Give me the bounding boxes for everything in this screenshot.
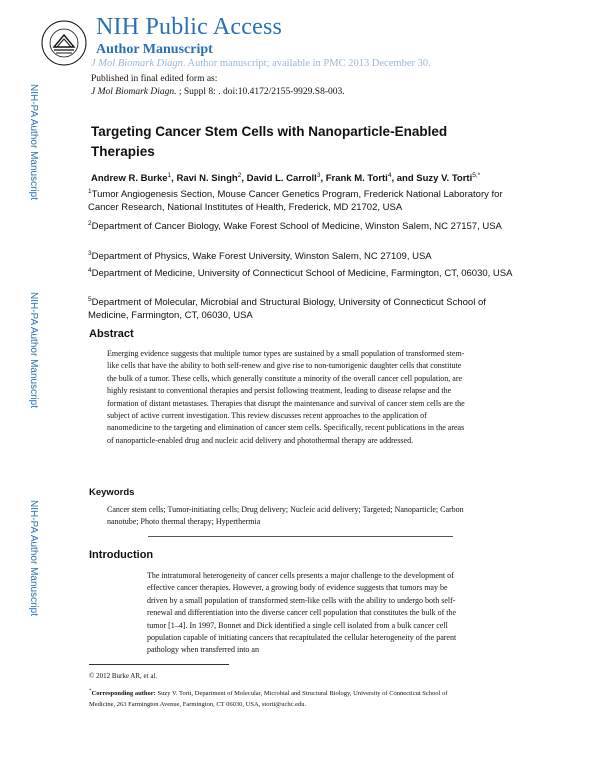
affiliation-text: Department of Cancer Biology, Wake Forest School of Medicine, Winston Salem, NC 27157, USA bbox=[91, 221, 502, 233]
affiliation-text: Department of Physics, Wake Forest University, Winston Salem, NC 27109, USA bbox=[91, 251, 432, 263]
abstract-heading: Abstract bbox=[89, 328, 134, 340]
authors-line: Andrew R. Burke$^1$, Ravi N. Singh$^2$, David L. Carroll$^3$, Frank M. Torti$^4$, and Suzy V. Torti$^{5,*}$ bbox=[91, 172, 481, 185]
keywords-text: Cancer stem cells; Tumor-initiating cells; Drug delivery; Nucleic acid delivery; Targeted; Nanoparticle; Carbon nanotube; Photo thermal therapy; Hyperthermia bbox=[107, 505, 464, 527]
affiliation-text: Tumor Angiogenesis Section, Mouse Cancer Genetics Program, Frederick National Laboratory for Cancer Research, National Institutes of Health, Frederick, MD 21702, USA bbox=[88, 189, 503, 213]
author-affiliation-mark: 2 bbox=[237, 172, 242, 179]
author-name: Suzy V. Torti bbox=[416, 173, 473, 185]
abstract-text: Emerging evidence suggests that multiple tumor types are sustained by a small population of transformed stem-like cells that have the ability to both self-renew and give rise to non-tumorigenic daughter cells that constitute the bulk of a tumor. These cells, which generally constitute a minority of the overall cancer cell population, are highly resistant to conventional therapies and persist following treatment, leading to disease relapse and the formation of distant metastases. Therapies that disrupt the maintenance and survival of cancer stem cells are the subject of active current investigation. This review discusses recent approaches to the application of nanomedicine to the targeting and elimination of cancer stem cells. Specifically, recent publications in the areas of nanoparticle-enabled drug and nucleic acid delivery and photothermal therapy are addressed. bbox=[107, 349, 465, 445]
affiliation-2 bbox=[88, 218, 518, 234]
citation bbox=[91, 87, 345, 97]
author-affiliation-mark: 5,* bbox=[472, 172, 481, 179]
affiliation-3 bbox=[88, 248, 518, 264]
journal-abbrev: J Mol Biomark Diagn bbox=[91, 58, 183, 69]
author-name: Andrew R. Burke bbox=[91, 173, 168, 185]
journal-availability-line bbox=[91, 58, 431, 69]
corresponding-label: Corresponding author: bbox=[91, 690, 156, 698]
author-name: Frank M. Torti bbox=[325, 173, 388, 185]
paper-title: Targeting Cancer Stem Cells with Nanoparticle-Enabled Therapies bbox=[91, 124, 448, 159]
availability-text: . Author manuscript; available in PMC 2013 December 30. bbox=[182, 58, 431, 69]
copyright-notice: © 2012 Burke AR, et al. bbox=[89, 672, 158, 680]
citation-journal: J Mol Biomark Diagn. bbox=[91, 87, 177, 97]
affiliation-4 bbox=[88, 265, 518, 281]
affiliation-text: Department of Molecular, Microbial and Structural Biology, University of Connecticut School of Medicine, Farmington, CT, 06030, USA bbox=[88, 297, 486, 321]
introduction-heading: Introduction bbox=[89, 549, 154, 561]
affiliation-mark: 2 bbox=[88, 220, 92, 227]
author-manuscript-label: Author Manuscript bbox=[96, 42, 213, 57]
author-affiliation-mark: 4 bbox=[387, 172, 392, 179]
nih-seal-logo bbox=[40, 17, 88, 69]
nih-public-access-title: NIH Public Access bbox=[96, 14, 283, 40]
affiliation-mark: 1 bbox=[88, 188, 92, 195]
side-label-bottom: NIH-PA Author Manuscript bbox=[28, 500, 39, 616]
affiliation-mark: 3 bbox=[88, 250, 92, 257]
side-label-top: NIH-PA Author Manuscript bbox=[28, 84, 39, 200]
citation-details: ; Suppl 8: . doi:10.4172/2155-9929.S8-003. bbox=[176, 87, 345, 97]
keywords-heading: Keywords bbox=[89, 487, 135, 498]
author-name: Ravi N. Singh bbox=[176, 173, 238, 185]
corresponding-author-note bbox=[89, 687, 449, 710]
affiliation-mark: 5 bbox=[88, 296, 92, 303]
affiliation-text: Department of Medicine, University of Connecticut School of Medicine, Farmington, CT, 06030, USA bbox=[91, 268, 513, 280]
affiliation-5 bbox=[88, 294, 518, 322]
footnote-divider bbox=[89, 664, 229, 665]
affiliation-mark: 4 bbox=[88, 267, 92, 274]
author-name: David L. Carroll bbox=[246, 173, 317, 185]
section-divider bbox=[148, 536, 453, 537]
side-label-middle: NIH-PA Author Manuscript bbox=[28, 292, 39, 408]
introduction-text: The intratumoral heterogeneity of cancer cells presents a major challenge to the development of effective cancer therapies. However, a growing body of evidence suggests that tumors may be driven by a small population of transformed stem-like cells with the ability to undergo both self-renewal and differentiation into the diverse cancer cell population that constitutes the bulk of the tumor [1–4]. In 1997, Bonnet and Dick identified a single cell isolated from a bulk cancer cell population capable of initiating cancers that recapitulated the cellular heterogeneity of the parent pathology when transferred into an bbox=[147, 571, 457, 655]
corresponding-mark: * bbox=[89, 689, 92, 694]
author-affiliation-mark: 1 bbox=[167, 172, 172, 179]
published-label: Published in final edited form as: bbox=[91, 74, 218, 84]
affiliation-1 bbox=[88, 186, 518, 214]
corresponding-text: Suzy V. Torti, Department of Molecular, Microbial and Structural Biology, University of Connecticut School of Medicine, 263 Farmington Avenue, Farmington, CT 06030, USA, storti@uchc.edu. bbox=[89, 690, 448, 708]
author-affiliation-mark: 3 bbox=[316, 172, 321, 179]
